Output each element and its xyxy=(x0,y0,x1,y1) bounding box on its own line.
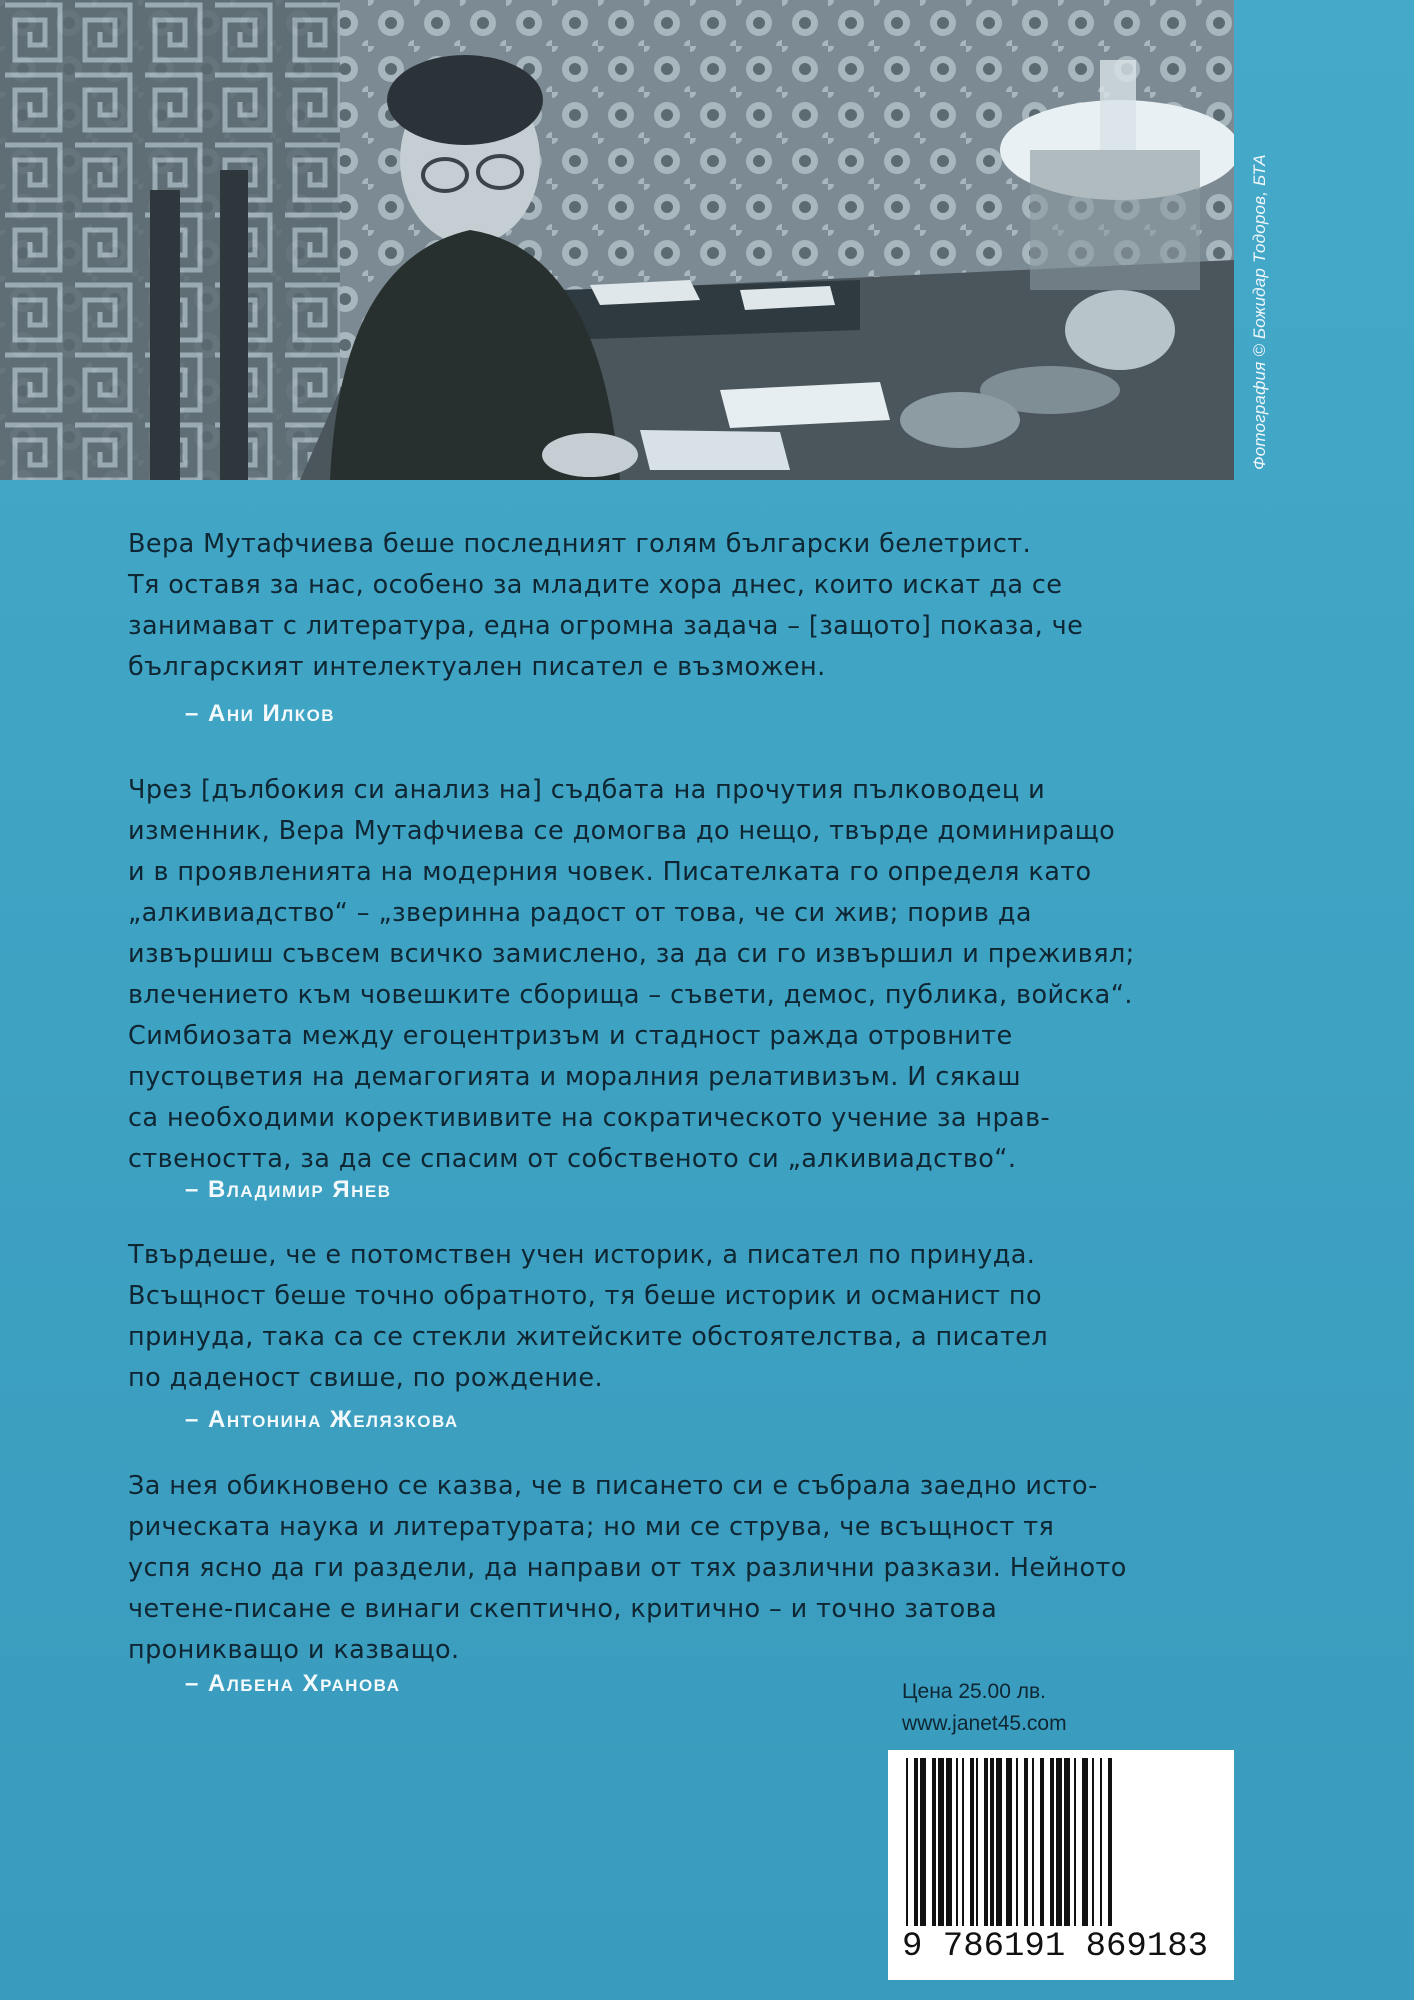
barcode-bar xyxy=(990,1758,994,1926)
quote-line: ствеността, за да се спасим от собственото си „алкивиадство“. xyxy=(128,1144,1017,1174)
barcode-bar xyxy=(1056,1758,1062,1926)
website-link[interactable]: www.janet45.com xyxy=(902,1712,1067,1735)
quote-author-zhelyazkova: – Антонина Желязкова xyxy=(185,1406,459,1433)
quote-hranova xyxy=(128,1466,1236,1671)
barcode-bar xyxy=(956,1758,958,1926)
barcode-bar xyxy=(1006,1758,1012,1926)
quote-author-yanev: – Владимир Янев xyxy=(185,1176,392,1203)
quote-line: За нея обикновено се казва, че в писането си е събрала заедно исто- xyxy=(128,1471,1098,1501)
quote-zhelyazkova xyxy=(128,1235,1236,1399)
barcode-bar xyxy=(996,1758,1002,1926)
quote-yanev-part2 xyxy=(128,1016,1236,1180)
barcode-bar xyxy=(1032,1758,1034,1926)
barcode-bar xyxy=(906,1758,908,1926)
quote-line: Вера Мутафчиева беше последният голям български белетрист. xyxy=(128,529,1032,559)
barcode-bar xyxy=(1040,1758,1044,1926)
price-label: Цена 25.00 лв. xyxy=(902,1680,1046,1703)
quote-line: влечението към човешките сборища – съвети, демос, публика, войска“. xyxy=(128,980,1133,1010)
quote-line: Твърдеше, че е потомствен учен историк, а писател по принуда. xyxy=(128,1240,1036,1270)
author-photo-image xyxy=(0,0,1234,480)
quote-line: рическата наука и литературата; но ми се струва, че всъщност тя xyxy=(128,1512,1055,1542)
quote-line: и в проявленията на модерния човек. Писателката го определя като xyxy=(128,857,1092,887)
barcode-bar xyxy=(976,1758,978,1926)
barcode-bar xyxy=(984,1758,988,1926)
barcode-bar xyxy=(1082,1758,1088,1926)
barcode-bar xyxy=(938,1758,944,1926)
quote-line: по даденост свише, по рождение. xyxy=(128,1363,603,1393)
quote-line: четене-писане е винаги скептично, критично – и точно затова xyxy=(128,1594,998,1624)
author-photo xyxy=(0,0,1234,480)
quote-line: извършиш съвсем всичко замислено, за да си го извършил и преживял; xyxy=(128,939,1135,969)
quote-line: Тя оставя за нас, особено за младите хора днес, които искат да се xyxy=(128,570,1063,600)
barcode-bar xyxy=(932,1758,936,1926)
barcode-bar xyxy=(1064,1758,1070,1926)
quote-line: Симбиозата между егоцентризъм и стадност ражда отровните xyxy=(128,1021,1013,1051)
quote-line: „алкивиадство“ – „зверинна радост от това, че си жив; порив да xyxy=(128,898,1032,928)
barcode-bar xyxy=(914,1758,918,1926)
barcode-bar xyxy=(1108,1758,1112,1926)
quote-line: успя ясно да ги раздели, да направи от тях различни разкази. Нейното xyxy=(128,1553,1127,1583)
barcode-bar xyxy=(1074,1758,1076,1926)
barcode-bar xyxy=(1050,1758,1054,1926)
quote-line: Чрез [дълбокия си анализ на] съдбата на прочутия пълководец и xyxy=(128,775,1046,805)
quote-line: Всъщност беше точно обратното, тя беше историк и османист по xyxy=(128,1281,1042,1311)
barcode-bar xyxy=(1024,1758,1028,1926)
quote-line: занимават с литература, една огромна задача – [защото] показа, че xyxy=(128,611,1084,641)
quote-line: българският интелектуален писател е възможен. xyxy=(128,652,826,682)
photo-credit: Фотография © Божидар Тодоров, БТА xyxy=(1250,154,1269,470)
quote-line: изменник, Вера Мутафчиева се домогва до нещо, твърде доминиращо xyxy=(128,816,1116,846)
quote-yanev-part1 xyxy=(128,770,1236,1016)
barcode-bars xyxy=(902,1758,1220,1926)
barcode-bar xyxy=(1100,1758,1102,1926)
barcode-bar xyxy=(946,1758,952,1926)
quote-author-hranova: – Албена Хранова xyxy=(185,1670,401,1697)
barcode-digits: 9 786191 869183 xyxy=(902,1928,1209,1966)
quote-line: проникващо и казващо. xyxy=(128,1635,460,1665)
barcode-bar xyxy=(1092,1758,1094,1926)
barcode-bar xyxy=(962,1758,964,1926)
quote-line: принуда, така са се стекли житейските обстоятелства, а писател xyxy=(128,1322,1049,1352)
isbn-barcode xyxy=(888,1750,1234,1980)
quote-line: са необходими коректививите на сократическото учение за нрав- xyxy=(128,1103,1051,1133)
quote-ilkov xyxy=(128,524,1236,688)
quote-author-ilkov: – Ани Илков xyxy=(185,700,336,727)
quote-line: пустоцветия на демагогията и моралния релативизъм. И сякаш xyxy=(128,1062,1021,1092)
barcode-bar xyxy=(1016,1758,1018,1926)
barcode-bar xyxy=(970,1758,974,1926)
barcode-bar xyxy=(920,1758,926,1926)
